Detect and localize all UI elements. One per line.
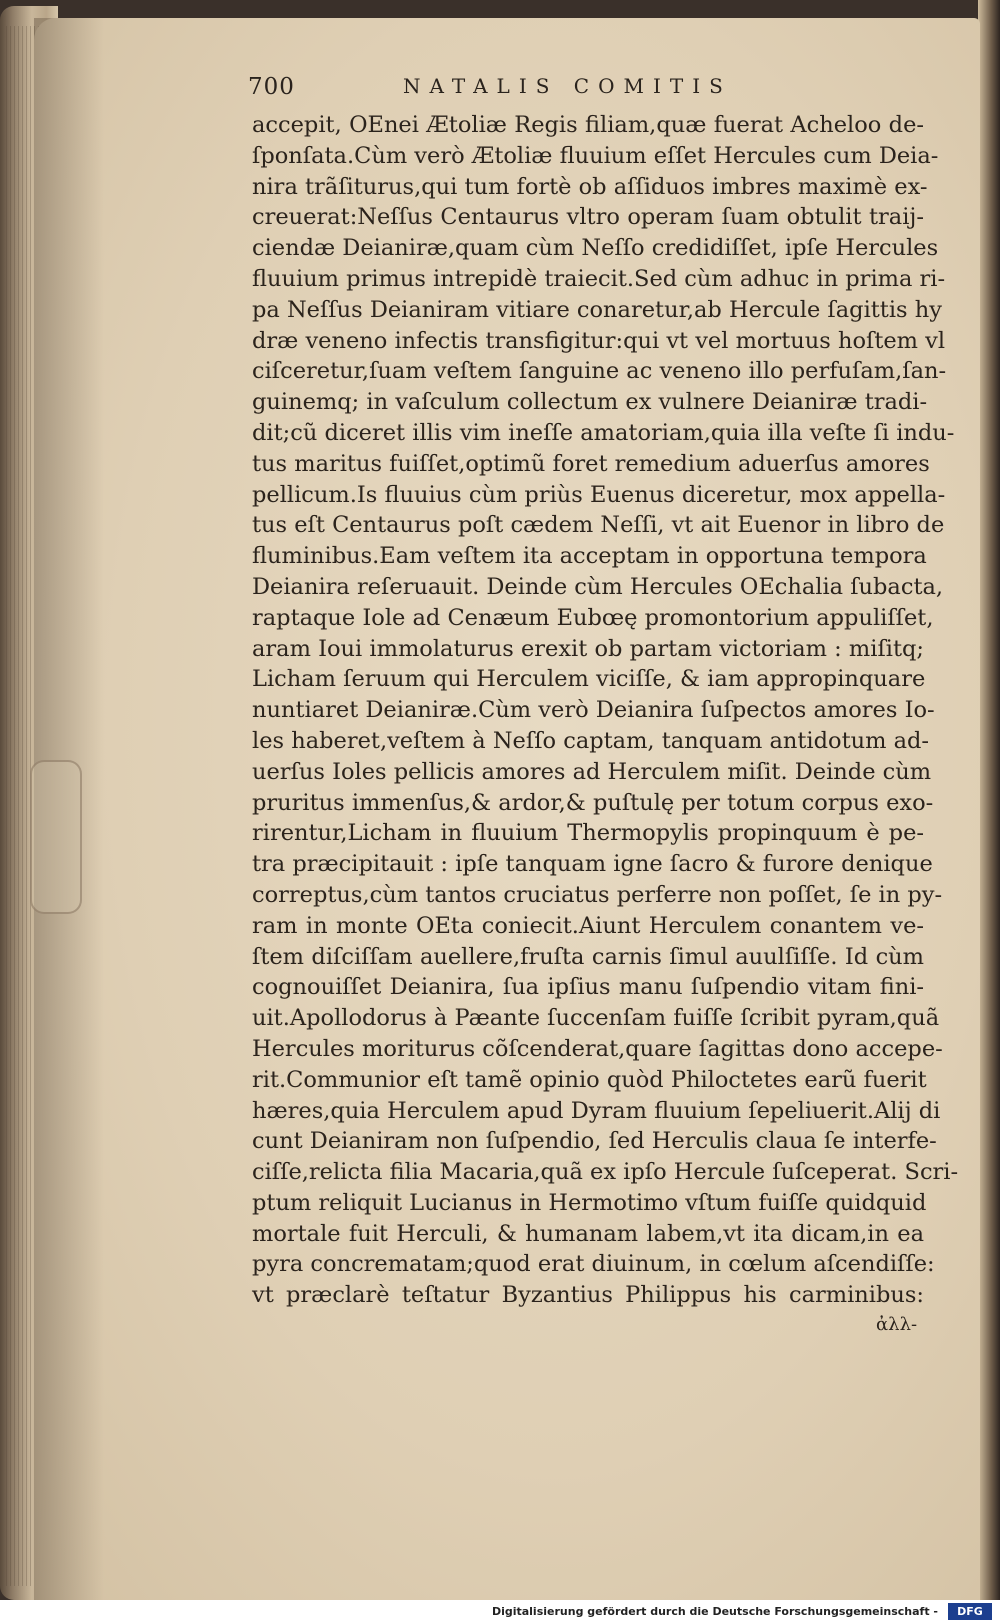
- text-line: fluuium primus intrepidè traiecit.Sed cùm adhuc in prima ri-: [252, 265, 946, 292]
- text-line: ptum reliquit Lucianus in Hermotimo vſtum fuiſſe quidquid: [252, 1189, 927, 1216]
- text-line: mortale fuit Herculi, & humanam labem,vt ita dicam,in ea: [252, 1220, 924, 1247]
- text-line: creuerat:Neſſus Centaurus vltro operam ſuam obtulit traij-: [252, 204, 924, 231]
- text-line: pellicum.Is fluuius cùm priùs Euenus diceretur, mox appella-: [252, 481, 946, 508]
- text-line: aram Ioui immolaturus erexit ob partam victoriam : miſitq;: [252, 635, 924, 662]
- text-line: tra præcipitauit : ipſe tanquam igne ſacro & furore denique: [252, 851, 933, 878]
- digitization-footer: [0, 1600, 1000, 1624]
- text-line: pa Neſſus Deianiram vitiare conaretur,ab Hercule ſagittis hy: [252, 296, 942, 323]
- text-line: cunt Deianiram non ſuſpendio, ſed Herculis claua ſe interfe-: [252, 1128, 937, 1155]
- page-header: [248, 74, 808, 110]
- text-line: dit;cũ diceret illis vim ineſſe amatoriam,quia illa veſte ſi indu-: [252, 419, 955, 446]
- text-line: Licham ſeruum qui Herculem viciſſe, & iam appropinquare: [252, 666, 926, 693]
- dfg-logo: DFG: [948, 1603, 992, 1620]
- text-line: ſponſata.Cùm verò Ætoliæ fluuium eſſet Hercules cum Deia-: [252, 142, 939, 169]
- text-line: uit.Apollodorus à Pæante ſuccenſam fuiſſe ſcribit pyram,quã: [252, 1005, 940, 1032]
- running-head: NATALIS COMITIS: [403, 74, 732, 98]
- text-line: hæres,quia Herculem apud Dyram fluuium ſepeliuerit.Alij di: [252, 1097, 941, 1124]
- right-book-edge: [978, 0, 1000, 1600]
- funding-credit: Digitalisierung gefördert durch die Deutsche Forschungsgemeinschaft -: [491, 1605, 938, 1618]
- catchword: ἀλλ-: [876, 1314, 918, 1335]
- text-line: ram in monte OEta coniecit.Aiunt Herculem conantem ve-: [252, 912, 924, 939]
- text-line: fluminibus.Eam veſtem ita acceptam in opportuna tempora: [252, 543, 927, 570]
- text-line: raptaque Iole ad Cenæum Eubœę promontorium appuliſſet,: [252, 604, 934, 631]
- text-line: uerſus Ioles pellicis amores ad Herculem miſit. Deinde cùm: [252, 758, 932, 785]
- paper-clip-mark: [30, 760, 82, 914]
- text-line: ciendæ Deianiræ,quam cùm Neſſo credidiſſet, ipſe Hercules: [252, 235, 939, 262]
- text-line: vt præclarè teſtatur Byzantius Philippus his carminibus:: [252, 1282, 924, 1309]
- text-line: correptus,cùm tantos cruciatus perferre non poſſet, ſe in py-: [252, 881, 943, 908]
- page-number: 700: [248, 74, 295, 100]
- text-line: ciſceretur,ſuam veſtem ſanguine ac veneno illo perfuſam,ſan-: [252, 358, 947, 385]
- text-line: tus eſt Centaurus poſt cædem Neſſi, vt ait Euenor in libro de: [252, 512, 945, 539]
- text-line: rit.Communior eſt tamẽ opinio quòd Philoctetes earũ fuerit: [252, 1066, 927, 1093]
- text-line: ſtem diſciſſam auellere,fruſta carnis ſimul auulſiſſe. Id cùm: [252, 943, 924, 970]
- text-line: Hercules moriturus cõſcenderat,quare ſagittas dono accepe-: [252, 1035, 943, 1062]
- text-line: guinemq; in vaſculum collectum ex vulnere Deianiræ tradi-: [252, 389, 928, 416]
- text-line: nuntiaret Deianiræ.Cùm verò Deianira ſuſpectos amores Io-: [252, 697, 935, 724]
- text-line: accepit, OEnei Ætoliæ Regis filiam,quæ fuerat Acheloo de-: [252, 112, 924, 138]
- text-line: Deianira reſeruauit. Deinde cùm Hercules OEchalia ſubacta,: [252, 573, 944, 600]
- body-text: [252, 110, 959, 1311]
- text-line: les haberet,veſtem à Neſſo captam, tanquam antidotum ad-: [252, 727, 930, 754]
- text-line: dræ veneno infectis transfigitur:qui vt vel mortuus hoſtem vl: [252, 327, 946, 354]
- text-line: cognouiſſet Deianira, ſua ipſius manu ſuſpendio vitam fini-: [252, 974, 924, 1001]
- text-line: pruritus immenſus,& ardor,& puſtulę per totum corpus exo-: [252, 789, 934, 816]
- text-line: tus maritus fuiſſet,optimũ foret remedium aduerſus amores: [252, 450, 930, 477]
- text-line: pyra concrematam;quod erat diuinum, in cœlum aſcendiſſe:: [252, 1251, 935, 1278]
- text-line: nira trãſiturus,qui tum fortè ob aſſiduos imbres maximè ex-: [252, 173, 928, 200]
- text-line: rirentur,Licham in fluuium Thermopylis propinquum è pe-: [252, 820, 924, 847]
- text-line: ciſſe,relicta filia Macaria,quã ex ipſo Hercule ſuſceperat. Scri-: [252, 1159, 959, 1186]
